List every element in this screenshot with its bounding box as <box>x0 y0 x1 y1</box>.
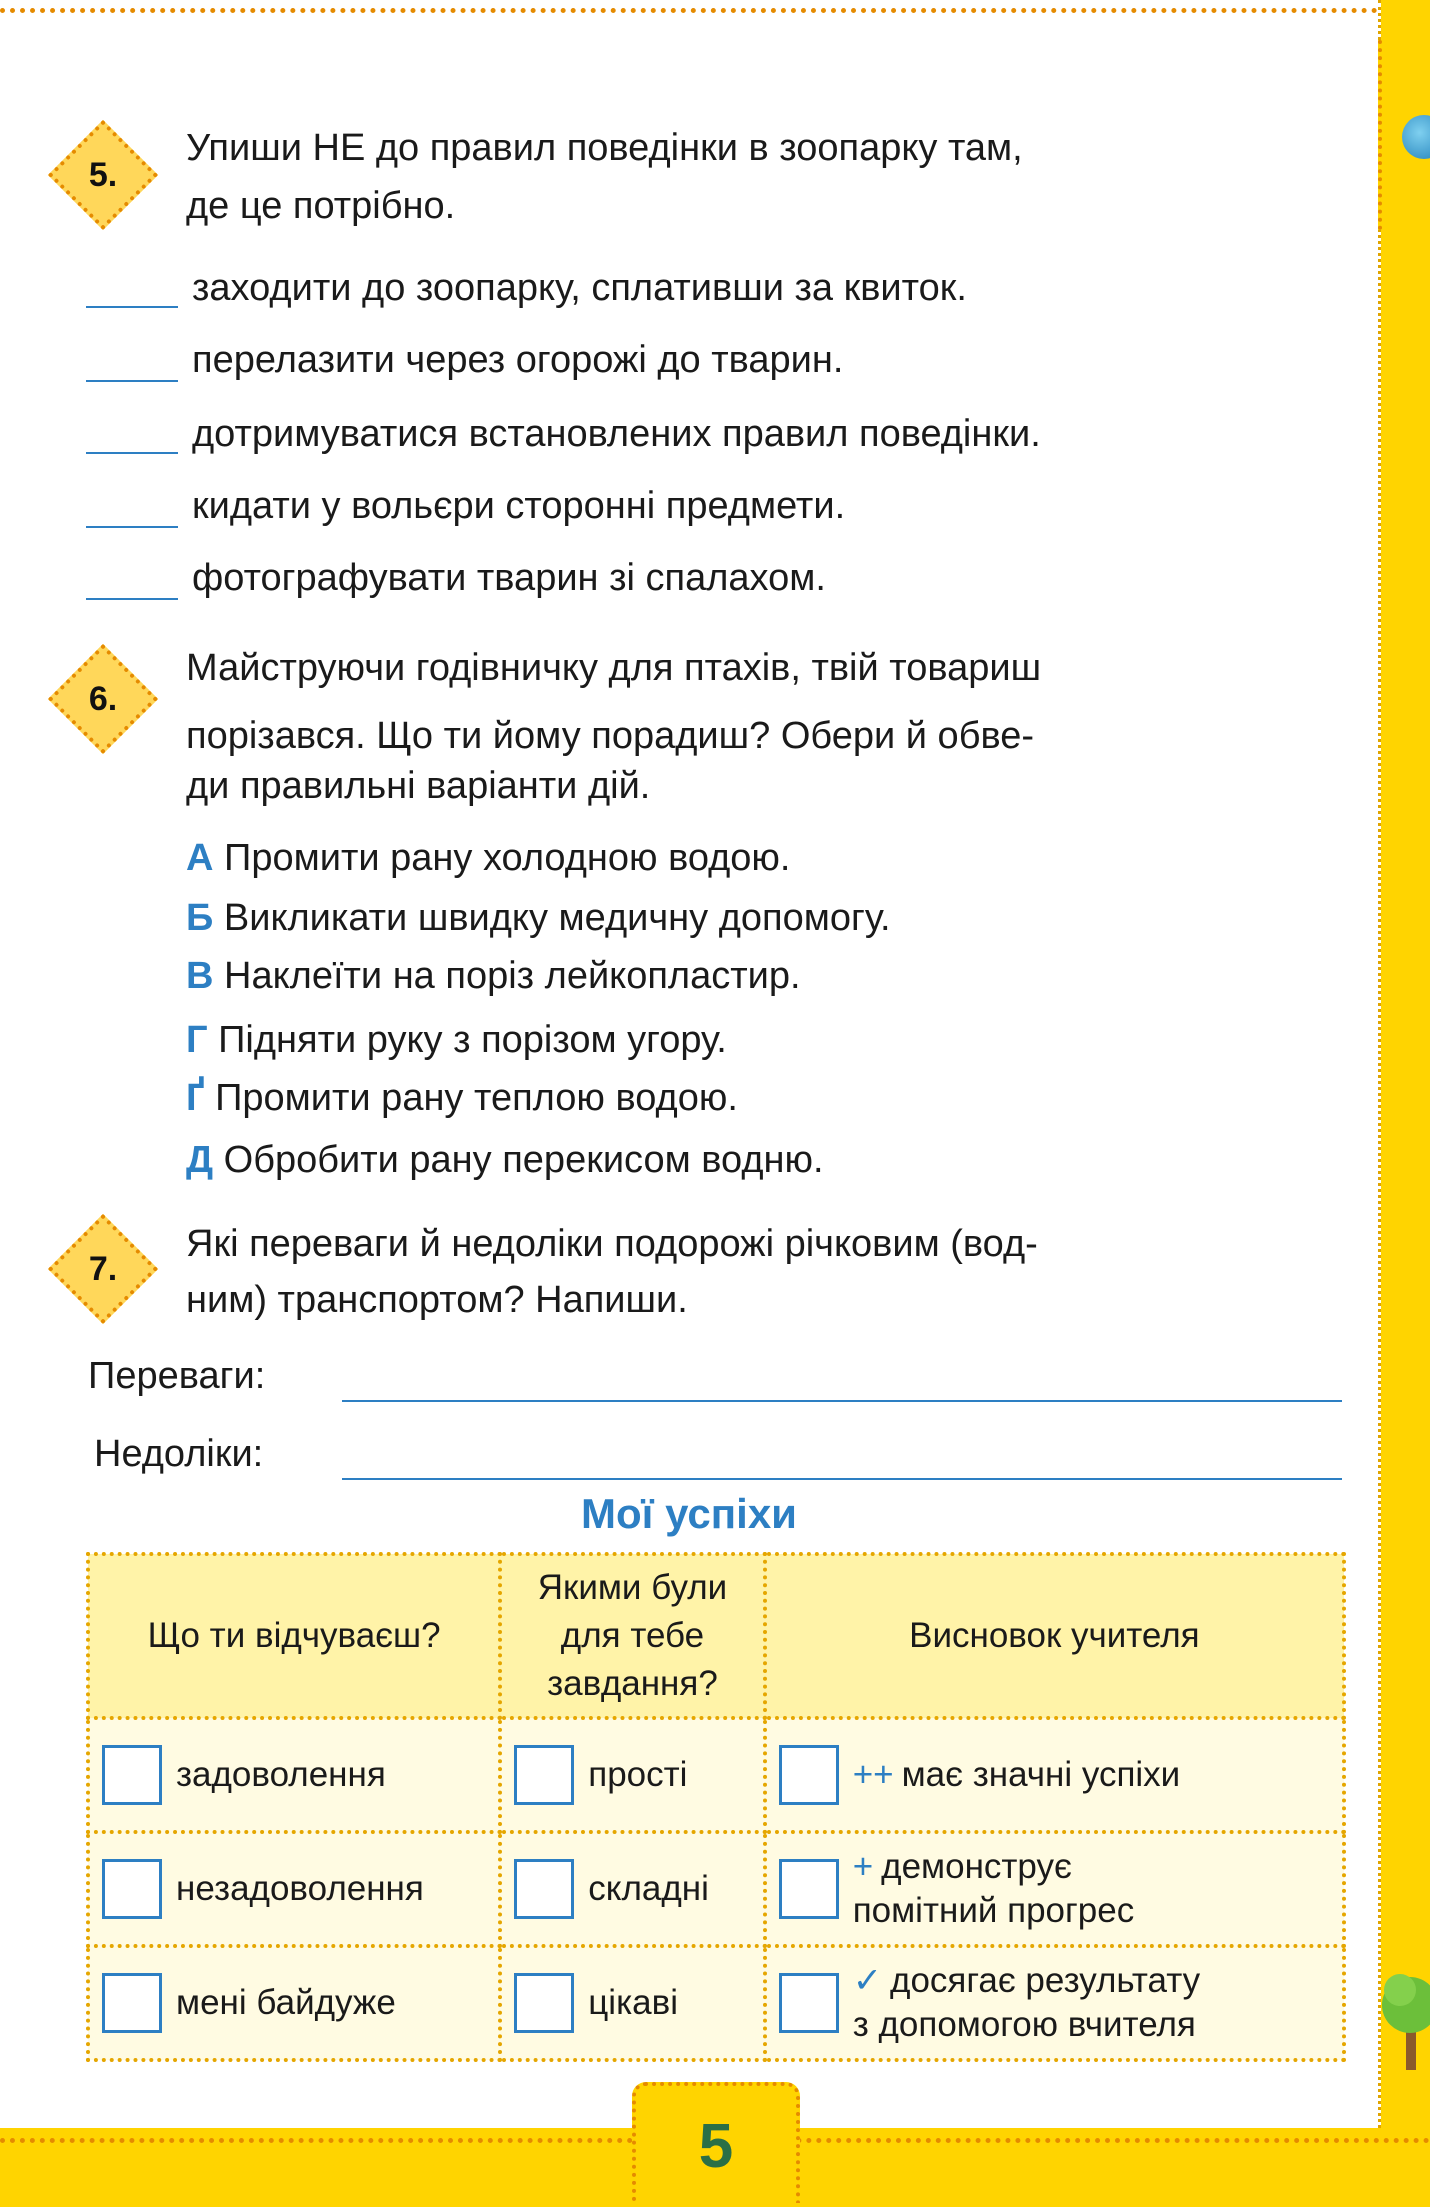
feeling-label: незадоволення <box>176 1869 424 1908</box>
task6-option-v[interactable] <box>186 950 801 1002</box>
option-text: Промити рану холодною водою. <box>224 837 791 879</box>
task6-option-g[interactable] <box>186 1072 738 1124</box>
advantages-answer-line[interactable] <box>342 1400 1342 1402</box>
task5-item-2: перелазити через огорожі до тварин. <box>192 339 844 381</box>
task-checkbox-1[interactable] <box>514 1745 574 1805</box>
option-text: Підняти руку з порізом угору. <box>218 1019 727 1061</box>
teacher-checkbox-1[interactable] <box>779 1745 839 1805</box>
teacher-checkbox-3[interactable] <box>779 1973 839 2033</box>
task7-number: 7. <box>88 1250 118 1288</box>
feeling-label: задоволення <box>176 1755 386 1794</box>
mark-plus: + <box>852 1847 874 1886</box>
task6-option-b[interactable] <box>186 892 891 944</box>
task-label: складні <box>588 1869 709 1908</box>
mark-double-plus: ++ <box>852 1755 894 1794</box>
option-text: Обробити рану перекисом водню. <box>223 1139 824 1181</box>
task5-number: 5. <box>88 156 118 194</box>
feeling-checkbox-1[interactable] <box>102 1745 162 1805</box>
task5-blank-5[interactable] <box>86 598 178 600</box>
disadvantages-label: Недоліки: <box>94 1433 264 1475</box>
task6-option-a[interactable] <box>186 832 791 884</box>
advantages-label: Переваги: <box>88 1355 266 1397</box>
teacher-checkbox-2[interactable] <box>779 1859 839 1919</box>
task5-question-line1: Упиши НЕ до правил поведінки в зоопарку там, <box>186 127 1023 169</box>
header-tasks-line3: завдання? <box>547 1664 718 1703</box>
option-text: Промити рану теплою водою. <box>215 1077 738 1119</box>
task5-item-4: кидати у вольєри сторонні предмети. <box>192 485 846 527</box>
task-checkbox-3[interactable] <box>514 1973 574 2033</box>
task5-item-5: фотографувати тварин зі спалахом. <box>192 557 826 599</box>
task6-option-d[interactable] <box>186 1134 824 1186</box>
option-letter: В <box>186 955 214 997</box>
success-table <box>86 1552 1346 2062</box>
feeling-checkbox-2[interactable] <box>102 1859 162 1919</box>
task6-number: 6. <box>88 680 118 718</box>
conclusion-text-line2: з допомогою вчителя <box>852 2005 1196 2044</box>
option-text: Наклеїти на поріз лейкопластир. <box>224 955 801 997</box>
conclusion-text: має значні успіхи <box>901 1755 1181 1794</box>
success-title: Мої успіхи <box>580 1490 797 1537</box>
task6-question-line3: ди правильні варіанти дій. <box>186 765 651 807</box>
option-letter: Б <box>186 897 214 939</box>
task5-blank-3[interactable] <box>86 452 178 454</box>
task5-blank-1[interactable] <box>86 306 178 308</box>
task5-item-1: заходити до зоопарку, сплативши за квиток. <box>192 267 967 309</box>
task5-blank-4[interactable] <box>86 526 178 528</box>
task7-question-line2: ним) транспортом? Напиши. <box>186 1279 688 1321</box>
header-tasks <box>500 1554 764 1718</box>
conclusion-text-line2: помітний прогрес <box>852 1891 1135 1930</box>
disadvantages-answer-line[interactable] <box>342 1478 1342 1480</box>
option-letter: А <box>186 837 214 879</box>
option-text: Викликати швидку медичну допомогу. <box>223 897 891 939</box>
header-teacher-conclusion: Висновок учителя <box>765 1554 1344 1718</box>
header-tasks-line2: для тебе <box>560 1616 705 1655</box>
checkmark-icon: ✓ <box>852 1961 883 2000</box>
feeling-checkbox-3[interactable] <box>102 1973 162 2033</box>
task7-question-line1: Які переваги й недоліки подорожі річковим (вод- <box>186 1223 1038 1265</box>
task-label: прості <box>588 1755 688 1794</box>
task-checkbox-2[interactable] <box>514 1859 574 1919</box>
task5-item-3: дотримуватися встановлених правил поведінки. <box>192 413 1041 455</box>
task5-question-line2: де це потрібно. <box>186 185 456 227</box>
header-tasks-line1: Якими були <box>537 1568 728 1607</box>
page-number: 5 <box>698 2112 734 2181</box>
task6-question-line1: Майструючи годівничку для птахів, твій товариш <box>186 647 1042 689</box>
task5-blank-2[interactable] <box>86 380 178 382</box>
tree-icon <box>1380 1960 1430 2070</box>
task6-question-line2: порізався. Що ти йому порадиш? Обери й обве- <box>186 715 1035 757</box>
conclusion-text: демонструє <box>881 1847 1072 1886</box>
task6-option-h[interactable] <box>186 1014 727 1066</box>
task-label: цікаві <box>588 1983 678 2022</box>
feeling-label: мені байдуже <box>176 1983 396 2022</box>
top-dotted-border <box>0 8 1378 21</box>
option-letter: Г <box>186 1019 208 1061</box>
option-letter: Ґ <box>186 1077 205 1119</box>
option-letter: Д <box>186 1139 214 1181</box>
header-feeling: Що ти відчуваєш? <box>88 1554 500 1718</box>
conclusion-text: досягає результату <box>890 1961 1201 2000</box>
page-number-tab <box>632 2082 800 2203</box>
